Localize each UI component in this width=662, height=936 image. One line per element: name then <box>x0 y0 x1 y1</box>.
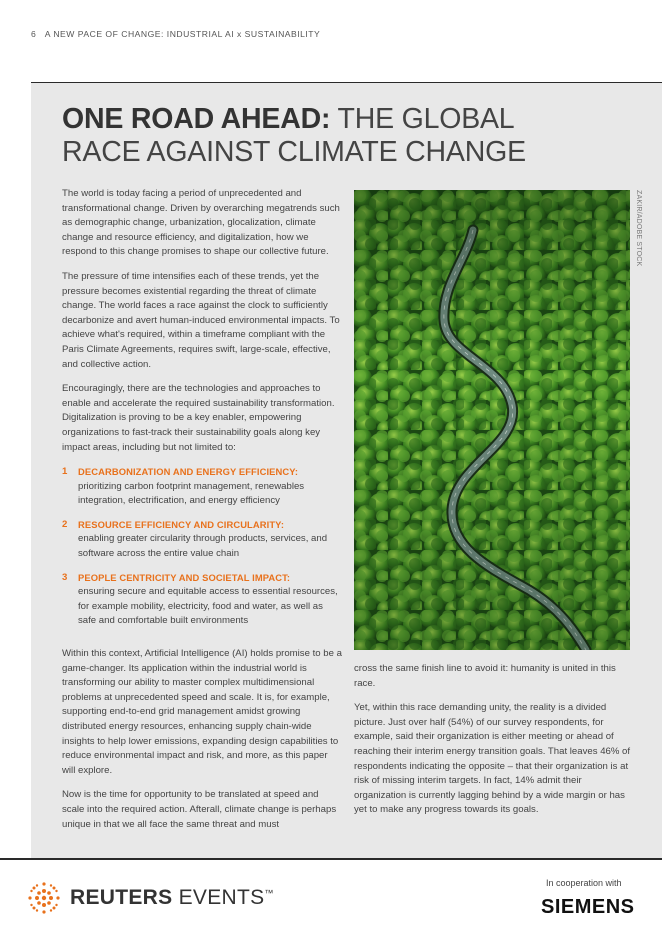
list-number: 3 <box>62 571 68 583</box>
title-bold: ONE ROAD AHEAD: <box>62 103 331 135</box>
logo-light: EVENTS <box>172 886 265 909</box>
list-text: prioritizing carbon footprint management, renewables integration, electrification, and energy efficiency <box>78 480 305 507</box>
photo-credit <box>633 190 643 270</box>
list-text: ensuring secure and equitable access to essential resources, for example mobility, electricity, food and water, as well as safe and comfortable built environments <box>78 586 338 627</box>
paragraph-6: cross the same finish line to avoid it: humanity is united in this race. <box>354 663 616 689</box>
right-column <box>354 662 636 828</box>
paragraph-3: Encouragingly, there are the technologies and approaches to enable and accelerate the required sustainability transformation. Digitalization is proving to be a key enabler, empowering organizations to fast-track their sustainability goals along key impact areas, including but not limited to: <box>62 383 335 453</box>
list-number: 2 <box>62 518 68 530</box>
running-title: A NEW PACE OF CHANGE: INDUSTRIAL AI x SUSTAINABILITY <box>44 29 321 39</box>
list-item <box>62 465 342 509</box>
cooperation-label: In cooperation with <box>546 878 622 888</box>
paragraph-7: Yet, within this race demanding unity, the reality is a divided picture. Just over half (54%) of our survey respondents, for example, said their organization is either meeting or ahead of reaching their interim energy transition goals. That leaves 46% of respondents indicating the opposite – that their organization is at risk of missing interim targets. In fact, 14% admit their organization is currently lagging behind by a wide margin or has yet to make any progress towards its goals. <box>354 702 631 816</box>
reuters-events-wordmark <box>70 886 274 910</box>
photo-credit-text: ZAKIR/ADOBE STOCK <box>635 190 642 267</box>
paragraph-1: The world is today facing a period of unprecedented and transformational change. Driven by overarching megatrends such as demographic change, urbanization, glocalization, climate change and resource efficiency, and digitalization, how we respond to this change promises to shape our collective future. <box>62 188 340 258</box>
left-column-top <box>62 187 342 639</box>
logo-bold: REUTERS <box>70 886 173 909</box>
reuters-dots-icon <box>26 880 62 916</box>
list-heading: DECARBONIZATION AND ENERGY EFFICIENCY: <box>78 466 299 478</box>
list-number: 1 <box>62 466 68 478</box>
footer-divider <box>0 858 662 860</box>
left-column-bottom <box>62 647 342 842</box>
impact-areas-list <box>62 465 342 629</box>
siemens-logo: SIEMENS <box>541 896 635 918</box>
page-number: 6 <box>31 29 37 39</box>
list-text: enabling greater circularity through products, services, and software across the entire value chain <box>78 533 328 560</box>
title-line2: RACE AGAINST CLIMATE CHANGE <box>62 136 526 168</box>
list-heading: PEOPLE CENTRICITY AND SOCIETAL IMPACT: <box>78 571 291 583</box>
reuters-events-logo <box>26 880 274 916</box>
list-item <box>62 518 342 562</box>
paragraph-2: The pressure of time intensifies each of these trends, yet the pressure becomes existential regarding the threat of climate change. The world faces a race against the clock to sufficiently decarbonize and avert human-induced environmental impacts. To achieve what's required, within a timeframe compliant with the Paris Climate Agreements, requires swift, large-scale, effective, and collective action. <box>62 270 340 370</box>
list-item <box>62 571 342 629</box>
forest-road-photo <box>354 190 630 650</box>
paragraph-4: Within this context, Artificial Intelligence (AI) holds promise to be a game-changer. Its application within the industrial world is transforming our ability to master complex multidimensional problems at unprecedented speed and scale. It is, for example, supporting end-to-end grid management amidst growing distributed energy resources, enhancing supply chain-wide insights to help lower emissions, expanding design capabilities to reduce environmental impact and risk, and more, as this paper will explore. <box>62 648 342 776</box>
page-title <box>62 103 532 169</box>
title-line1: THE GLOBAL <box>330 103 515 135</box>
paragraph-5: Now is the time for opportunity to be translated at speed and scale into the required action. Afterall, climate change is perhaps unique in that we all face the same threat and must <box>62 789 337 830</box>
logo-tm: ™ <box>264 888 274 898</box>
running-header <box>31 29 320 39</box>
list-heading: RESOURCE EFFICIENCY AND CIRCULARITY: <box>78 518 285 530</box>
